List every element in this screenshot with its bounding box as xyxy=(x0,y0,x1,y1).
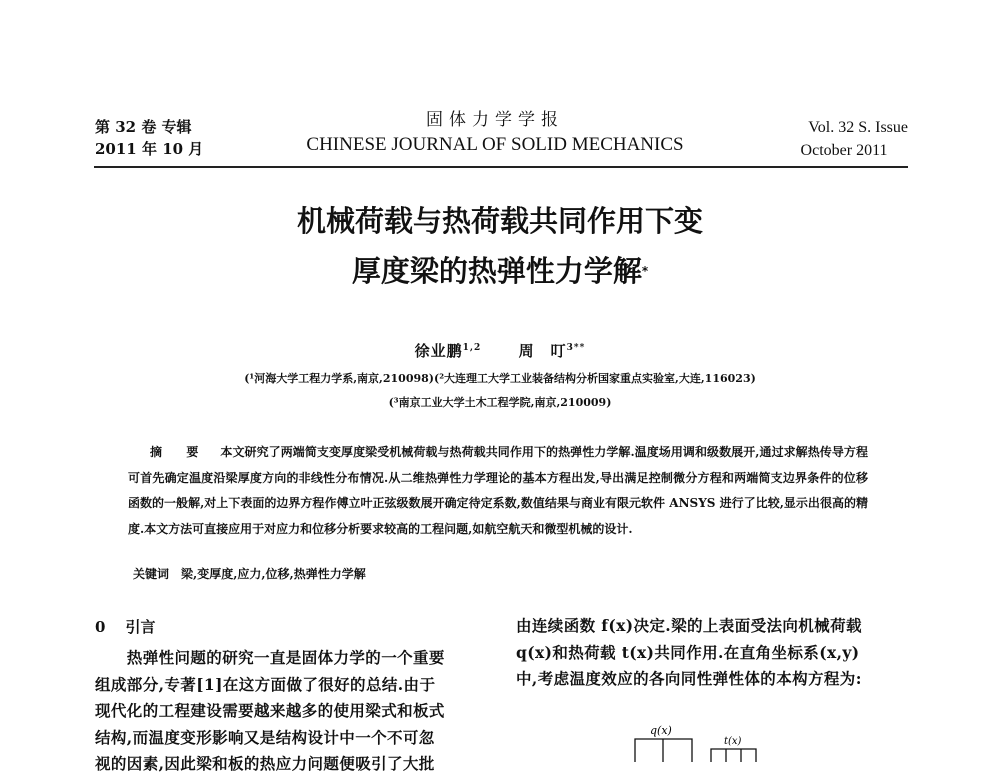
beam-figure xyxy=(600,722,800,762)
section-title: 引言 xyxy=(125,618,156,636)
text-line: 热弹性问题的研究一直是固体力学的一个重要 xyxy=(95,648,445,667)
keywords-text: 梁,变厚度,应力,位移,热弹性力学解 xyxy=(181,567,366,581)
title-line-1: 机械荷载与热荷载共同作用下变 xyxy=(296,204,703,238)
paper-title xyxy=(150,196,850,296)
text-line: 中,考虑温度效应的各向同性弹性体的本构方程为: xyxy=(516,669,862,688)
journal-name xyxy=(260,108,730,158)
author-affil: 3** xyxy=(566,343,586,353)
title-footnote-mark: * xyxy=(641,264,649,278)
load-diagram xyxy=(600,722,800,762)
keywords xyxy=(133,565,366,582)
abstract-label: 摘 要 xyxy=(150,445,209,459)
author-affil: 1,2 xyxy=(462,343,482,353)
thermal-load-arrows xyxy=(711,749,756,762)
right-column xyxy=(516,613,912,693)
affiliation: (³南京工业大学土木工程学院,南京,210009) xyxy=(388,396,612,409)
abstract xyxy=(128,440,868,542)
issue-info-en xyxy=(760,116,908,162)
text-line: 视的因素,因此梁和板的热应力问题便吸引了大批 xyxy=(95,754,435,773)
label-t: t(x) xyxy=(724,736,742,747)
title-line-2: 厚度梁的热弹性力学解 xyxy=(351,254,642,288)
text-line: q(x)和热荷载 t(x)共同作用.在直角坐标系(x,y) xyxy=(516,642,860,662)
date-en: October 2011 xyxy=(800,142,888,159)
label-q: q(x) xyxy=(650,724,672,737)
date: 2011 年 10 月 xyxy=(95,140,204,158)
issue-info xyxy=(95,116,203,160)
mechanical-load-arrows xyxy=(635,739,692,762)
text-line: 由连续函数 f(x)决定.梁的上表面受法向机械荷载 xyxy=(516,616,862,635)
volume-en: Vol. 32 S. Issue xyxy=(808,119,908,136)
section-heading xyxy=(95,616,155,637)
volume: 第 32 卷 专辑 xyxy=(95,118,192,136)
journal-name-cn: 固体力学学报 xyxy=(426,110,564,130)
authors xyxy=(300,340,700,361)
section-number: 0 xyxy=(95,618,106,636)
text-line: 现代化的工程建设需要越来越多的使用梁式和板式 xyxy=(95,701,445,720)
left-column xyxy=(95,645,495,778)
keywords-label: 关键词 xyxy=(133,567,170,581)
abstract-text: 本文研究了两端简支变厚度梁受机械荷载与热荷载共同作用下的热弹性力学解.温度场用调和级数展开,通过求解热传导方程可首先确定温度沿梁厚度方向的非线性分布情况.从二维热弹性力学理论的基本方程出发,导出满足控制微分方程和两端简支边界条件的位移函数的一般解,对上下表面的边界方程作傅立叶正弦级数展开确定待定系数,数值结果与商业有限元软件 ANSYS 进行了比较,显示出很高的精度.本文方法可直接应用于对应力和位移分析要求较高的工程问题,如航空航天和微型机械的设计. xyxy=(128,445,868,536)
author-name: 徐业鹏 xyxy=(414,342,463,360)
journal-name-en: CHINESE JOURNAL OF SOLID MECHANICS xyxy=(306,134,684,155)
affiliation: (¹河海大学工程力学系,南京,210098)(²大连理工大学工业装备结构分析国家重点实验室,大连,116023) xyxy=(244,372,756,385)
author-name: 周 叮 xyxy=(518,342,567,360)
header-rule xyxy=(94,166,908,168)
text-line: 结构,而温度变形影响又是结构设计中一个不可忽 xyxy=(95,727,435,747)
text-line: 组成部分,专著[1]在这方面做了很好的总结.由于 xyxy=(95,674,436,694)
